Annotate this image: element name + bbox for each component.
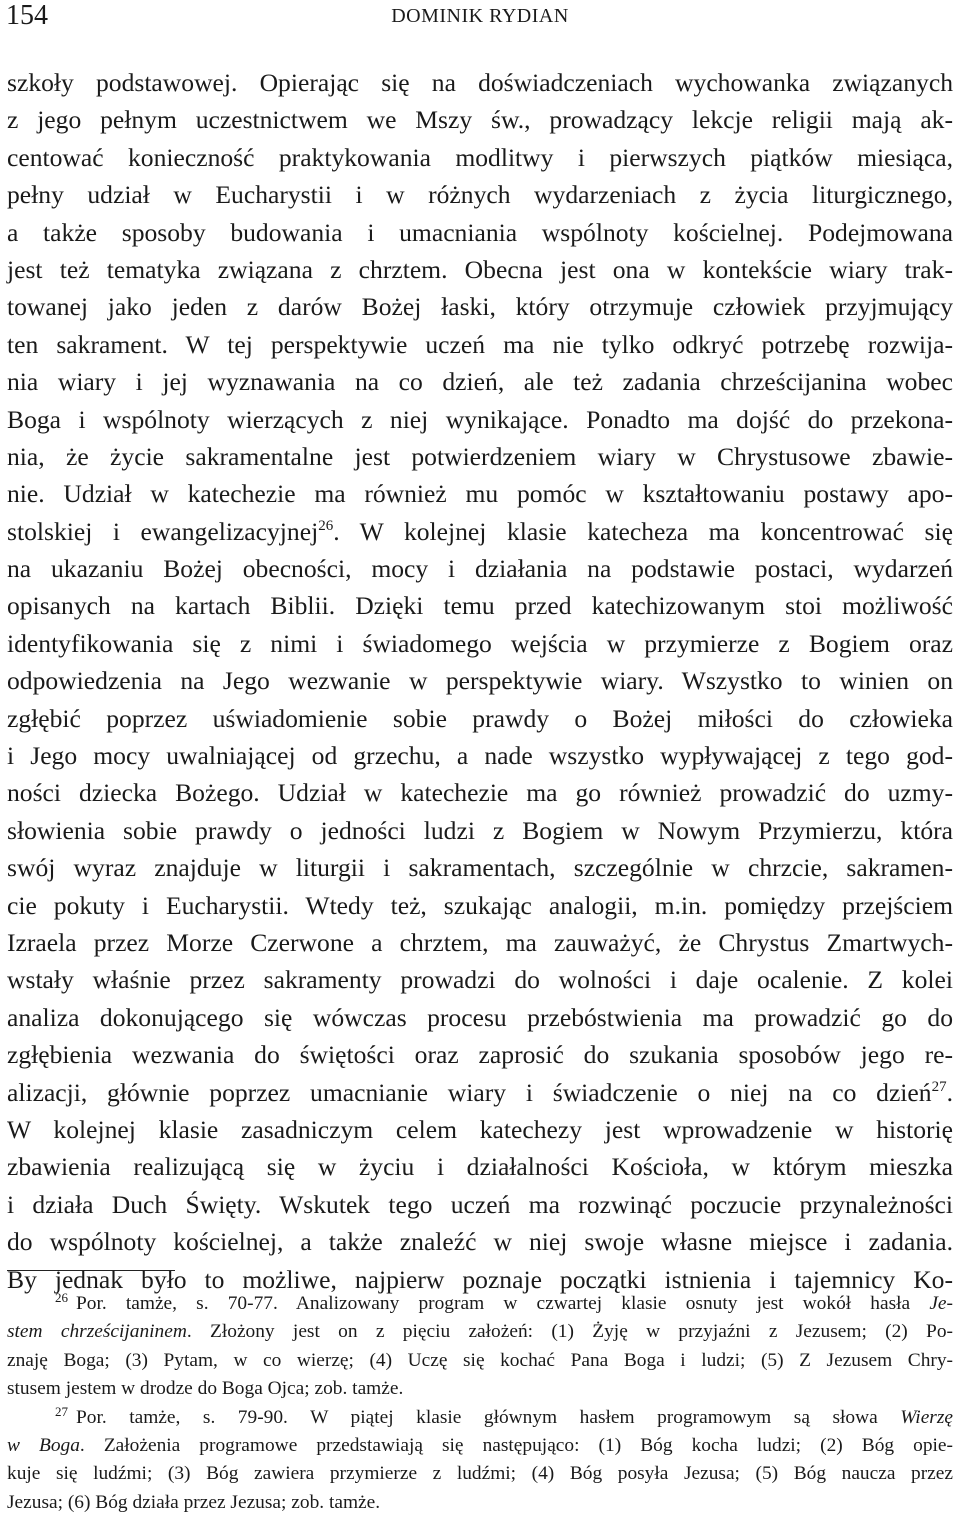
text-line: W kolejnej klasie zasadniczym celem katechezy jest wprowadzenie w historię bbox=[7, 1114, 953, 1144]
text-line: identyfikowania się z nimi i świadomego wejścia w przymierze z Bogiem oraz bbox=[7, 628, 953, 658]
running-head: DOMINIK RYDIAN bbox=[391, 5, 569, 27]
text-line: na ukazaniu Bożej obecności, mocy i działania na podstawie postaci, wydarzeń bbox=[7, 554, 953, 584]
text-segment: . W kolejnej klasie katecheza ma koncentrować się bbox=[333, 516, 953, 546]
footnote-line bbox=[7, 1432, 953, 1460]
text-line: ności dziecka Bożego. Udział w katechezie ma go również prowadzić do uzmy- bbox=[7, 778, 953, 808]
footnote-26 bbox=[7, 1290, 953, 1318]
text-line: słowienia sobie prawdy o jedności ludzi z Bogiem w Nowym Przymierzu, która bbox=[7, 815, 953, 845]
footnote-line bbox=[7, 1318, 953, 1346]
text-line: centować konieczność praktykowania modlitwy i pierwszych piątków miesiąca, bbox=[7, 142, 953, 172]
text-line: nia wiary i jej wyznawania na co dzień, ale też zadania chrześcijanina wobec bbox=[7, 367, 953, 397]
text-line: a także sposoby budowania i umacniania wspólnoty kościelnej. Podejmowana bbox=[7, 217, 953, 247]
text-line bbox=[7, 513, 953, 550]
text-line: odpowiedzenia na Jego wezwanie w perspektywie wiary. Wszystko to winien on bbox=[7, 666, 953, 696]
footnote-italic: Wierzę bbox=[900, 1406, 953, 1428]
footnote-line: stusem jestem w drodze do Boga Ojca; zob. tamże. bbox=[7, 1378, 404, 1400]
footnotes bbox=[7, 1290, 953, 1517]
footnote-italic: Je- bbox=[929, 1293, 953, 1314]
text-line: Izraela przez Morze Czerwone a chrztem, ma zauważyć, że Chrystus Zmartwych- bbox=[7, 927, 953, 957]
text-segment: . bbox=[946, 1077, 953, 1107]
text-line: zgłębić poprzez uświadomienie sobie prawdy o Bożej miłości do człowieka bbox=[7, 703, 953, 733]
footnote-text: Por. tamże, s. 70-77. Analizowany program w czwartej klasie osnuty jest wokół hasła bbox=[76, 1293, 930, 1314]
text-line: pełny udział w Eucharystii i w różnych wydarzeniach z życia liturgicznego, bbox=[7, 180, 953, 210]
page-header bbox=[0, 0, 960, 40]
text-line: z jego pełnym uczestnictwem we Mszy św., prowadzący lekcje religii mają ak- bbox=[7, 105, 953, 135]
footnote-text: Por. tamże, s. 79-90. W piątej klasie głównym hasłem programowym są słowa bbox=[76, 1406, 901, 1428]
text-line: wstały właśnie przez sakramenty prowadzi do wolności i daje ocalenie. Z kolei bbox=[7, 965, 953, 995]
footnote-italic: w Boga bbox=[7, 1434, 80, 1456]
footnote-text: . Złożony jest on z pięciu założeń: (1) Żyję w przyjaźni z Jezusem; (2) Po- bbox=[186, 1321, 953, 1343]
page-number: 154 bbox=[6, 0, 48, 31]
text-line: do wspólnoty kościelnej, a także znaleźć w niej swoje własne miejsce i zadania. bbox=[7, 1227, 953, 1257]
footnote-line: kuje się ludźmi; (3) Bóg zawiera przymierze z ludźmi; (4) Bóg posyła Jezusa; (5) Bóg naucza przez bbox=[7, 1463, 953, 1485]
text-line: i działa Duch Święty. Wskutek tego uczeń ma rozwinąć poczucie przynależności bbox=[7, 1189, 953, 1219]
text-line: jest też tematyka związana z chrztem. Obecna jest ona w kontekście wiary trak- bbox=[7, 254, 953, 284]
text-line: cie pokuty i Eucharystii. Wtedy też, szukając analogii, m.in. pomiędzy przejściem bbox=[7, 890, 953, 920]
footnote-27 bbox=[7, 1404, 953, 1432]
text-line: By jednak było to możliwe, najpierw poznaje początki istnienia i tajemnicy Ko- bbox=[7, 1264, 953, 1294]
footnote-number: 27 bbox=[55, 1403, 68, 1419]
text-line: zgłębienia wezwania do świętości oraz zaprosić do szukania sposobów jego re- bbox=[7, 1040, 953, 1070]
text-line: towanej jako jeden z darów Bożej łaski, który otrzymuje człowiek przyjmujący bbox=[7, 292, 953, 322]
footnote-number: 26 bbox=[55, 1290, 68, 1305]
footnote-divider bbox=[7, 1270, 175, 1271]
text-line bbox=[7, 1074, 953, 1111]
text-line: opisanych na kartach Biblii. Dzięki temu przed katechizowanym stoi możliwość bbox=[7, 591, 953, 621]
text-segment: alizacji, głównie poprzez umacnianie wiary i świadczenie o niej na co dzień bbox=[7, 1077, 932, 1107]
footnote-italic: stem chrześcijaninem bbox=[7, 1321, 187, 1343]
text-line: zbawienia realizującą się w życiu i działalności Kościoła, w którym mieszka bbox=[7, 1152, 953, 1182]
footnote-line: znaję Boga; (3) Pytam, w co wierzę; (4) Uczę się kochać Pana Boga i ludzi; (5) Z Jezusem Chry- bbox=[7, 1349, 953, 1371]
footnote-ref-27[interactable]: 27 bbox=[931, 1078, 947, 1095]
body-text bbox=[7, 64, 953, 1298]
text-line: swój wyraz znajduje w liturgii i sakramentach, szczególnie w chrzcie, sakramen- bbox=[7, 853, 953, 883]
text-line: nia, że życie sakramentalne jest potwierdzeniem wiary w Chrystusowe zbawie- bbox=[7, 441, 953, 471]
footnote-text: . Założenia programowe przedstawiają się następująco: (1) Bóg kocha ludzi; (2) Bóg opie- bbox=[79, 1434, 953, 1456]
text-line: szkoły podstawowej. Opierając się na doświadczeniach wychowanka związanych bbox=[7, 68, 953, 97]
text-line: ten sakrament. W tej perspektywie uczeń ma nie tylko odkryć potrzebę rozwija- bbox=[7, 329, 953, 359]
text-line: nie. Udział w katechezie ma również mu pomóc w kształtowaniu postawy apo- bbox=[7, 479, 953, 509]
footnote-line: Jezusa; (6) Bóg działa przez Jezusa; zob. tamże. bbox=[7, 1491, 381, 1513]
text-line: i Jego mocy uwalniającej od grzechu, a nade wszystko wypływającej z tego god- bbox=[7, 741, 953, 771]
footnote-ref-26[interactable]: 26 bbox=[318, 517, 334, 534]
text-line: Boga i wspólnoty wierzących z niej wynikające. Ponadto ma dojść do przekona- bbox=[7, 404, 953, 434]
text-line: analiza dokonującego się wówczas procesu przebóstwienia ma prowadzić go do bbox=[7, 1002, 953, 1032]
text-segment: stolskiej i ewangelizacyjnej bbox=[7, 516, 319, 546]
